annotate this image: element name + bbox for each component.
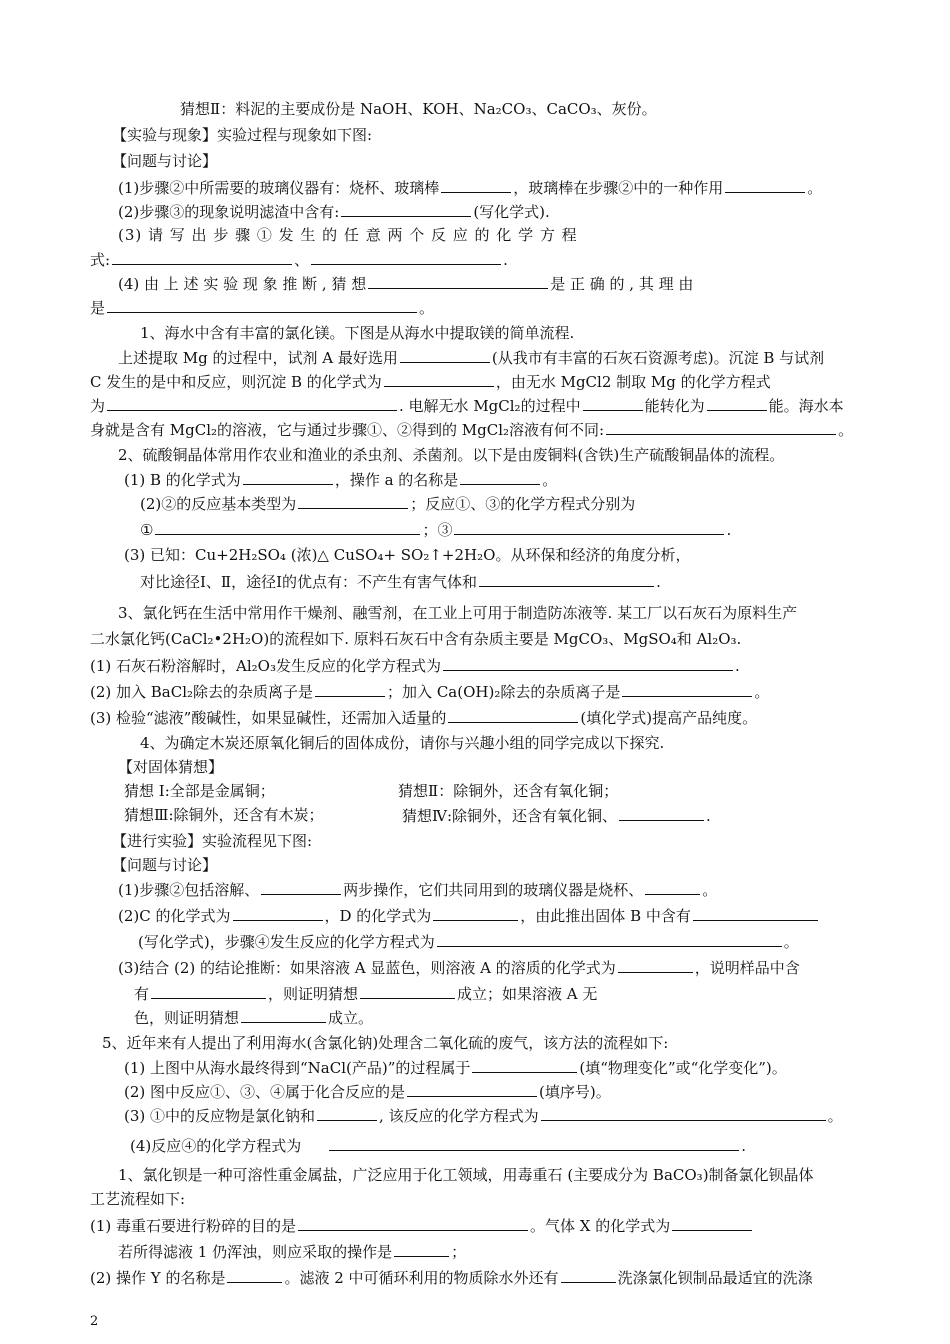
text-line: (1)步骤②中所需要的玻璃仪器有：烧杯、玻璃棒 ，玻璃棒在步骤②中的一种作用 。 [118, 174, 890, 200]
text-line: 猜想Ⅲ:除铜外，还含有木炭； [124, 806, 324, 824]
text-line: ① ；③ . [140, 516, 890, 542]
text-line: (2)步骤③的现象说明滤渣中含有: (写化学式). [118, 198, 890, 224]
text-line: 1、氯化钡是一种可溶性重金属盐，广泛应用于化工领域，用毒重石 (主要成分为 BaCO₃)制备氯化钡晶体 [118, 1166, 814, 1184]
text-line: 5、近年来有人提出了利用海水(含氯化钠)处理含二氧化硫的废气，该方法的流程如下: [102, 1034, 669, 1052]
text-line: 工艺流程如下: [90, 1190, 186, 1208]
text-line: 2、硫酸铜晶体常用作农业和渔业的杀虫剂、杀菌剂。以下是由废铜料(含铁)生产硫酸铜晶体的流程。 [118, 446, 785, 464]
text-line: (写化学式)，步骤④发生反应的化学方程式为 。 [138, 928, 890, 954]
text-line: (3) 请 写 出 步 骤 ① 发 生 的 任 意 两 个 反 应 的 化 学 方 程 [118, 226, 578, 244]
text-line: (1)步骤②包括溶解、 两步操作，它们共同用到的玻璃仪器是烧杯、 。 [118, 876, 890, 902]
text-line: (3) 已知：Cu+2H₂SO₄ (浓)△ CuSO₄+ SO₂↑+2H₂O。从环保和经济的角度分析， [124, 546, 691, 564]
text-line: 若所得滤液 1 仍浑浊，则应采取的操作是 ； [118, 1238, 890, 1264]
text-line: 上述提取 Mg 的过程中，试剂 A 最好选用 (从我市有丰富的石灰石资源考虑)。沉淀 B 与试剂 [118, 344, 890, 370]
page-number: 2 [90, 1314, 99, 1329]
text-line: (3)结合 (2) 的结论推断：如果溶液 A 显蓝色，则溶液 A 的溶质的化学式为 ，说明样品中含 [118, 954, 890, 980]
text-line: 色，则证明猜想 成立。 [134, 1004, 890, 1030]
text-line: C 发生的是中和反应，则沉淀 B 的化学式为 ，由无水 MgCl2 制取 Mg 的化学方程式 [90, 368, 890, 394]
text-line: (1) 石灰石粉溶解时，Al₂O₃发生反应的化学方程式为 . [90, 652, 890, 678]
text-line: 猜想Ⅳ:除铜外，还含有氧化铜、 . [402, 802, 890, 828]
text-line: 为 . 电解无水 MgCl₂的过程中 能转化为 能。海水本 [90, 392, 890, 418]
text-line: 身就是含有 MgCl₂的溶液，它与通过步骤①、②得到的 MgCl₂溶液有何不同: 。 [90, 416, 890, 442]
text-line: 猜想Ⅱ：除铜外，还含有氧化铜； [398, 782, 619, 800]
text-line: 式: 、 . [90, 246, 890, 272]
text-line: (2) 图中反应①、③、④属于化合反应的是 (填序号)。 [124, 1078, 890, 1104]
text-line: 是 。 [90, 294, 890, 320]
text-line: 猜想 I:全部是金属铜； [124, 782, 275, 800]
text-line: (1) B 的化学式为 ，操作 a 的名称是 。 [124, 466, 890, 492]
text-line: 4、为确定木炭还原氧化铜后的固体成份，请你与兴趣小组的同学完成以下探究. [140, 734, 665, 752]
text-line: (3) 检验“滤液”酸碱性，如果显碱性，还需加入适量的 (填化学式)提高产品纯度。 [90, 704, 890, 730]
text-line: 猜想Ⅱ：料泥的主要成份是 NaOH、KOH、Na₂CO₃、CaCO₃、灰份。 [180, 100, 657, 118]
text-line: (1) 毒重石要进行粉碎的目的是 。气体 X 的化学式为 [90, 1212, 890, 1238]
text-line: 【对固体猜想】 [118, 758, 224, 776]
text-line: (2)C 的化学式为 ，D 的化学式为 ，由此推出固体 B 中含有 [118, 902, 890, 928]
text-line: 【实验与现象】实验过程与现象如下图: [112, 126, 373, 144]
text-line: 【问题与讨论】 [112, 856, 218, 874]
text-line: 3、氯化钙在生活中常用作干燥剂、融雪剂，在工业上可用于制造防冻液等. 某工厂以石灰石为原料生产 [118, 604, 798, 622]
text-line: 【问题与讨论】 [112, 152, 218, 170]
text-line: (3) ①中的反应物是氯化钠和 , 该反应的化学方程式为 。 [124, 1102, 890, 1128]
text-line: (2) 操作 Y 的名称是 。滤液 2 中可循环利用的物质除水外还有 洗涤氯化钡制品最适宜的洗涤 [90, 1264, 890, 1290]
text-line: 二水氯化钙(CaCl₂•2H₂O)的流程如下. 原料石灰石中含有杂质主要是 MgCO₃、MgSO₄和 Al₂O₃. [90, 630, 742, 648]
text-line: 1、海水中含有丰富的氯化镁。下图是从海水中提取镁的简单流程. [140, 324, 575, 342]
text-line: (2) 加入 BaCl₂除去的杂质离子是 ；加入 Ca(OH)₂除去的杂质离子是 。 [90, 678, 890, 704]
text-line: (1) 上图中从海水最终得到“NaCl(产品)”的过程属于 (填“物理变化”或“化学变化”)。 [124, 1054, 890, 1080]
text-line: 有 ，则证明猜想 成立；如果溶液 A 无 [134, 980, 890, 1006]
text-line: 【进行实验】实验流程见下图: [112, 832, 313, 850]
text-line: 对比途径Ⅰ、Ⅱ，途径Ⅰ的优点有：不产生有害气体和 . [140, 568, 890, 594]
text-line: (4) 由 上 述 实 验 现 象 推 断 , 猜 想 是 正 确 的 , 其 理 由 [118, 270, 890, 296]
text-line: (4)反应④的化学方程式为 . [130, 1132, 890, 1158]
text-line: (2)②的反应基本类型为 ；反应①、③的化学方程式分别为 [140, 490, 890, 516]
